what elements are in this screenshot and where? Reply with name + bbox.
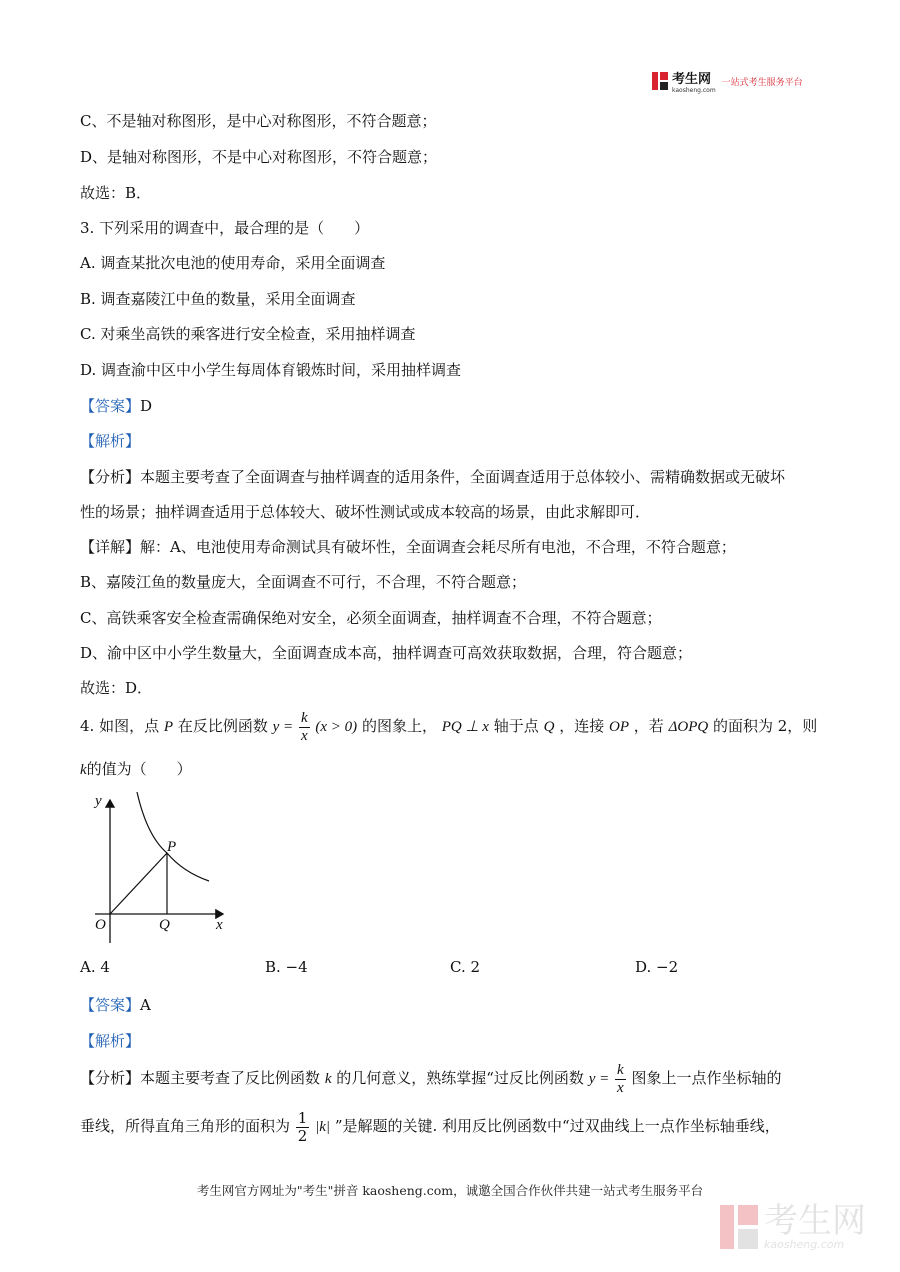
q4-stem-line-2 [80, 758, 192, 779]
q3-answer [80, 395, 152, 416]
q4-point-p: P [163, 719, 174, 735]
q4-num: 4. 如图，点 [80, 717, 160, 735]
q4-fenxi-a: 本题主要考查了反比例函数 [140, 1069, 321, 1087]
q4-stem-line-1 [80, 708, 817, 745]
q4-fenxi-b: 的几何意义，熟练掌握“过反比例函数 [336, 1069, 584, 1087]
q2-line-d: D、是轴对称图形，不是中心对称图形，不符合题意； [80, 148, 438, 166]
q4-answer-tag: 【答案】 [80, 996, 141, 1014]
q3-stem: 3. 下列采用的调查中，最合理的是（ ） [80, 219, 370, 237]
q4-point-q: Q [543, 719, 555, 735]
q4-text-3: 轴于点 [493, 717, 539, 735]
q3-fenxi-text-1: 本题主要考查了全面调查与抽样调查的适用条件，全面调查适用于总体较小、需精确数据或无破坏 [140, 468, 786, 486]
q2-line-c: C、不是轴对称图形，是中心对称图形，不符合题意； [80, 112, 437, 130]
q3-option-c: C. 对乘坐高铁的乘客进行安全检查，采用抽样调查 [80, 325, 416, 343]
q4-answer [80, 994, 151, 1015]
label-p: P [167, 839, 177, 855]
page-footer: 考生网官方网址为"考生"拼音 kaosheng.com，诚邀全国合作伙伴共建一站式考生服务平台 [196, 1183, 704, 1198]
q4-abs-k: |k| [315, 1119, 331, 1135]
q4-fenxi-1 [80, 1058, 782, 1099]
q4-pq-perp: PQ ⊥ x [441, 719, 489, 735]
q3-option-b: B. 调查嘉陵江中鱼的数量，采用全面调查 [80, 290, 356, 308]
q3-answer-value: D [140, 397, 153, 415]
q4-frac-den: x [300, 727, 308, 744]
q3-xiangjie-1 [80, 536, 736, 557]
q4-y-eq: y = [272, 719, 294, 735]
q3-answer-tag: 【答案】 [80, 397, 141, 415]
label-y: y [95, 793, 102, 809]
q4-k: k [80, 762, 87, 778]
q4-half-den: 2 [297, 1126, 308, 1145]
q4-figure [85, 788, 245, 948]
q4-segment-op: OP [608, 719, 629, 735]
q3-analysis-tag: 【解析】 [80, 432, 141, 450]
logo-name: 考生网 [672, 71, 712, 87]
q4-fenxi-e: ”是解题的关键. 利用反比例函数中“过双曲线上一点作坐标轴垂线， [334, 1117, 780, 1135]
q4-fenxi-y: y = [588, 1071, 610, 1087]
watermark-mark-icon [720, 1205, 758, 1249]
q4-fraction [299, 710, 310, 745]
q3-option-d: D. 调查渝中区中小学生每周体育锻炼时间，采用抽样调查 [80, 361, 462, 379]
q4-text-1: 在反比例函数 [177, 717, 268, 735]
q4-analysis-tag: 【解析】 [80, 1032, 141, 1050]
label-q: Q [159, 917, 170, 933]
q4-text-2: 的图象上， [361, 717, 437, 735]
q3-xiangjie-4: D、渝中区中小学生数量大，全面调查成本高，抽样调查可高效获取数据，合理，符合题意； [80, 644, 693, 662]
logo-slogan: 一站式考生服务平台 [721, 77, 803, 88]
q2-choose: 故选：B． [80, 184, 152, 202]
q4-text-4: ，连接 [559, 717, 605, 735]
label-x: x [216, 917, 223, 933]
q3-xiangjie-3: C、高铁乘客安全检查需确保绝对安全，必须全面调查，抽样调查不合理，不符合题意； [80, 609, 662, 627]
q4-half-num: 1 [297, 1108, 308, 1127]
q3-choose: 故选：D． [80, 679, 153, 697]
q4-fenxi-c: 图象上一点作坐标轴的 [631, 1069, 782, 1087]
q3-option-a: A. 调查某批次电池的使用寿命，采用全面调查 [80, 254, 386, 272]
label-o: O [95, 917, 106, 933]
q4-stem-rest: 的值为（ ） [86, 760, 192, 778]
watermark-logo [720, 1198, 885, 1256]
q4-fenxi-fraction [615, 1062, 626, 1097]
q4-fenxi-k: k [324, 1071, 332, 1087]
q4-answer-value: A [140, 996, 151, 1014]
q4-frac-num: k [300, 709, 308, 726]
q4-condition: (x > 0) [315, 719, 358, 735]
q3-xiangjie-tag: 【详解】 [80, 538, 141, 556]
q4-text-6: 的面积为 2，则 [712, 717, 818, 735]
logo-domain: kaosheng.com [672, 86, 716, 94]
q3-xiangjie-text-1: 解：A、电池使用寿命测试具有破坏性，全面调查会耗尽所有电池，不合理，不符合题意； [140, 538, 736, 556]
watermark-domain: kaosheng.com [764, 1238, 845, 1251]
watermark-name: 考生网 [764, 1201, 866, 1241]
q4-option-a: A. 4 [80, 958, 110, 976]
q3-fenxi-2: 性的场景；抽样调查适用于总体较大、破坏性测试或成本较高的场景，由此求解即可． [80, 503, 651, 521]
logo-mark-icon [652, 72, 668, 90]
watermark-text [764, 1203, 866, 1251]
q3-fenxi-tag: 【分析】 [80, 468, 141, 486]
q4-fenxi-tag: 【分析】 [80, 1069, 141, 1087]
q3-xiangjie-2: B、嘉陵江鱼的数量庞大，全面调查不可行，不合理，不符合题意； [80, 573, 527, 591]
q4-fenxi-frac-den: x [617, 1079, 624, 1096]
q4-fenxi-frac-num: k [617, 1061, 624, 1078]
hyperbola-curve [137, 792, 209, 881]
q4-option-d: D. −2 [635, 958, 679, 976]
q4-triangle: ΔOPQ [668, 719, 709, 735]
q3-fenxi-1 [80, 466, 785, 487]
q4-fenxi-2 [80, 1106, 780, 1147]
logo-text [672, 69, 716, 94]
q4-text-5: ，若 [633, 717, 664, 735]
header-logo[interactable] [652, 70, 803, 92]
q4-half-fraction [296, 1110, 310, 1145]
q4-fenxi-d: 垂线，所得直角三角形的面积为 [80, 1117, 291, 1135]
segment-op [110, 853, 167, 914]
q4-option-b: B. −4 [265, 958, 308, 976]
q4-option-c: C. 2 [450, 958, 481, 976]
